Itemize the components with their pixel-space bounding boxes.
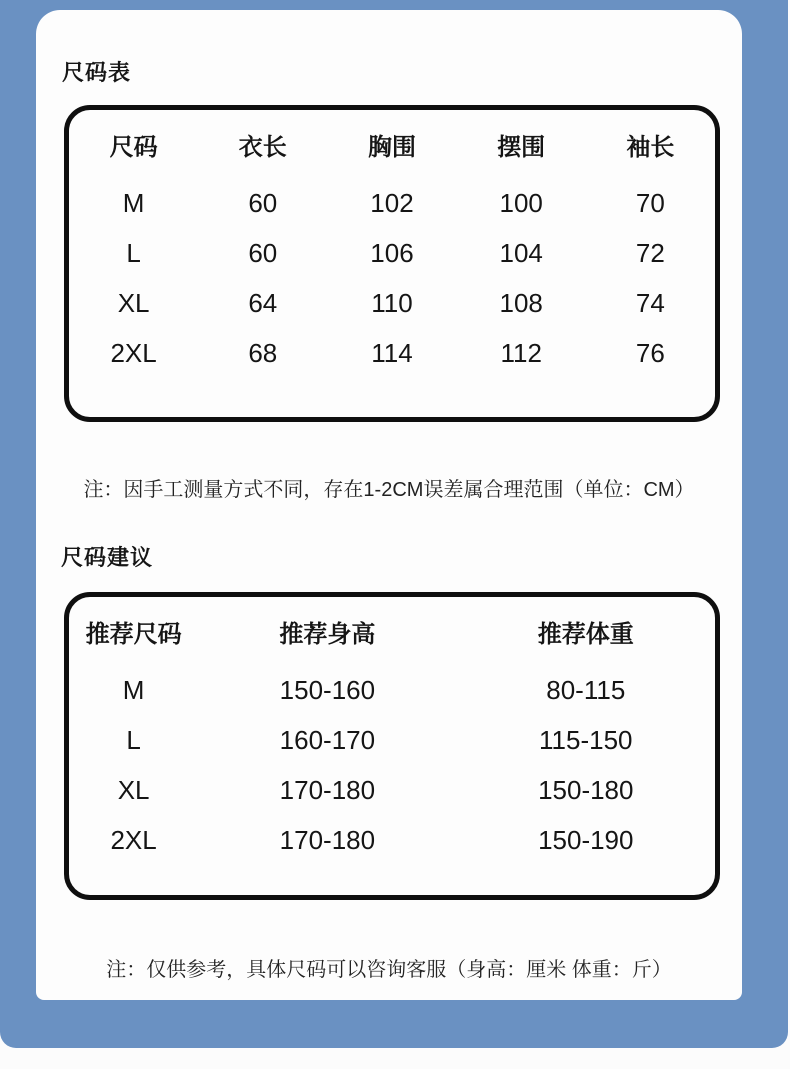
size-advice-title: 尺码建议 (61, 545, 154, 570)
size-chart-header-sleeve: 袖长 (626, 133, 675, 161)
table-cell: XL (117, 287, 150, 318)
size-info-card (36, 10, 742, 1000)
table-cell: 102 (370, 187, 414, 218)
size-chart-note: 注：因手工测量方式不同，存在1-2CM误差属合理范围（单位：CM） (83, 479, 695, 501)
table-cell: 110 (371, 287, 413, 318)
table-cell: 160-170 (279, 724, 376, 755)
size-chart-header-size: 尺码 (109, 133, 158, 161)
table-cell: 68 (248, 337, 278, 368)
table-cell: 112 (500, 337, 542, 368)
size-advice-header-size: 推荐尺码 (85, 620, 182, 648)
table-cell: XL (117, 774, 150, 805)
table-cell: 70 (635, 187, 665, 218)
size-chart-header-chest: 胸围 (367, 133, 416, 161)
size-chart-table (64, 105, 720, 422)
table-cell: 108 (499, 287, 543, 318)
table-cell: 74 (635, 287, 665, 318)
table-cell: 72 (635, 237, 665, 268)
table-cell: 170-180 (279, 774, 376, 805)
table-cell: 80-115 (546, 674, 626, 705)
table-cell: 115-150 (539, 724, 633, 755)
table-cell: 76 (635, 337, 665, 368)
table-cell: 2XL (110, 824, 157, 855)
table-cell: 114 (371, 337, 413, 368)
table-cell: 104 (499, 237, 543, 268)
size-chart-header-hem: 摆围 (497, 133, 546, 161)
size-chart-header-length: 衣长 (238, 133, 287, 161)
table-cell: 60 (248, 237, 278, 268)
table-cell: 150-190 (538, 824, 634, 855)
table-cell: M (122, 674, 145, 705)
table-cell: 100 (499, 187, 543, 218)
table-cell: 60 (248, 187, 278, 218)
size-advice-header-height: 推荐身高 (279, 620, 376, 648)
size-advice-note: 注：仅供参考，具体尺码可以咨询客服（身高：厘米 体重：斤） (106, 959, 672, 981)
size-advice-header-weight: 推荐体重 (537, 620, 634, 648)
table-cell: 170-180 (279, 824, 376, 855)
size-advice-table (64, 592, 720, 900)
table-cell: M (122, 187, 145, 218)
table-cell: L (126, 237, 141, 268)
table-cell: 106 (370, 237, 414, 268)
size-chart-title: 尺码表 (62, 60, 132, 85)
table-cell: 64 (248, 287, 278, 318)
table-cell: 150-160 (279, 674, 376, 705)
table-cell: 150-180 (538, 774, 634, 805)
table-cell: 2XL (110, 337, 157, 368)
table-cell: L (126, 724, 141, 755)
